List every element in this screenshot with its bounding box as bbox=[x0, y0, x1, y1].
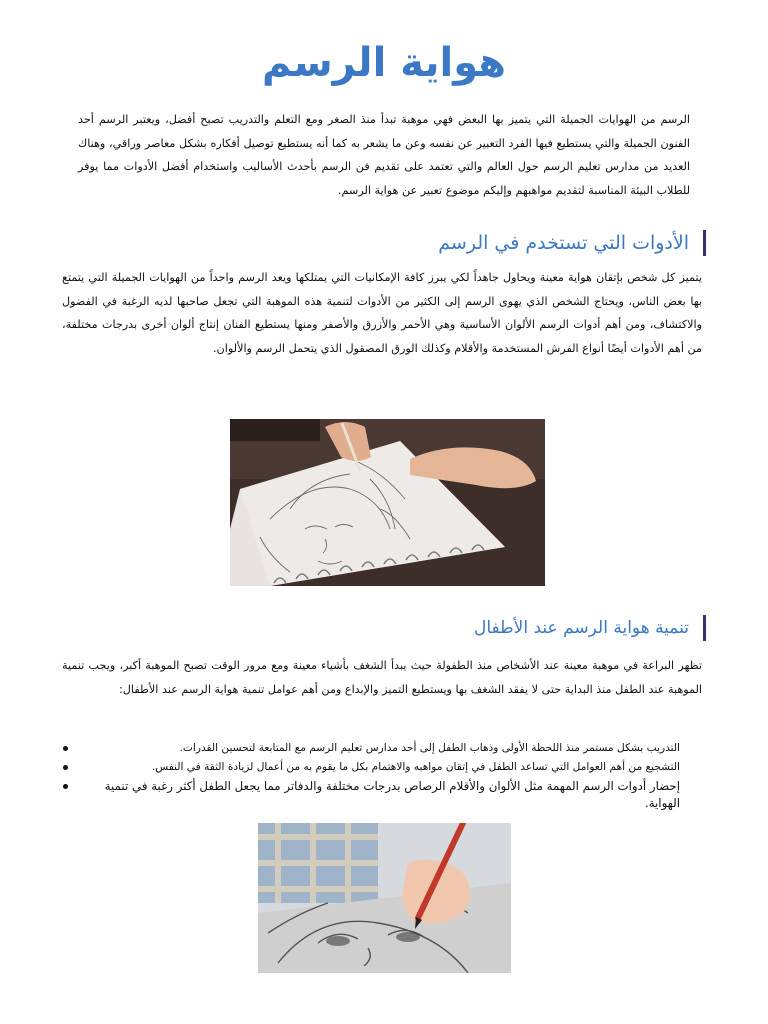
list-item bbox=[80, 759, 680, 776]
child-pencil-drawing-photo bbox=[258, 823, 511, 973]
section-heading-tools: الأدوات التي تستخدم في الرسم bbox=[438, 230, 706, 256]
list-item bbox=[80, 778, 680, 812]
section-heading-children: تنمية هواية الرسم عند الأطفال bbox=[474, 615, 706, 641]
tips-list bbox=[80, 740, 680, 814]
bullet-dot-icon bbox=[63, 765, 68, 770]
bullet-dot-icon bbox=[63, 746, 68, 751]
list-item bbox=[80, 740, 680, 757]
children-paragraph: تظهر البراعة في موهبة معينة عند الأشخاص منذ الطفولة حيث يبدأ الشغف بأشياء معينة ومع مرور الوقت تصبح الموهبة أكبر، ويجب تنمية الموهبة عند الطفل منذ البداية حتى لا يفقد الشغف بها ويستطيع التميز والإبداع ومن أهم عوامل تنمية هواية الرسم عند الأطفال: bbox=[62, 659, 702, 696]
tools-paragraph: يتميز كل شخص بإتقان هواية معينة ويحاول جاهداً لكي يبرز كافة الإمكانيات التي يمتلكها ويعد الرسم واحداً من الهوايات الجميلة التي يتمتع بها بعض الناس، ويحتاج الشخص الذي يهوى الرسم إلى الكثير من الأدوات لتنمية هذه الموهبة التي تجعل صاحبها لديه الرغبة في الفضول والاكتشاف، ومن أهم أدوات الرسم الألوان الأساسية وهي الأحمر والأزرق والأصفر ومنها يستطيع الفنان إنتاج ألوان أخرى بدرجات مختلفة، من أهم الأدوات أيضًا أنواع الفرش المستخدمة والأقلام وكذلك الورق المصقول الذي يتحمل الرسم والألوان. bbox=[62, 271, 702, 355]
list-item-text: التشجيع من أهم العوامل التي تساعد الطفل في إتقان مواهبه والاهتمام بكل ما يقوم به من أعمال لزيادة الثقة في النفس. bbox=[151, 761, 680, 773]
intro-paragraph: الرسم من الهوايات الجميلة التي يتميز بها البعض فهي موهبة تبدأ منذ الصغر ومع التعلم والتدريب تصبح أفضل، ويعتبر الرسم أحد الفنون الجميلة والتي يستطيع فيها الفرد التعبير عن نفسه وعن ما يشعر به كما أنه يستطيع توصيل أفكاره بشكل معاصر وراقي، وهناك العديد من مدارس تعليم الرسم حول العالم والتي تعتمد على تقديم فن الرسم بأحدث الأساليب واستخدام أفضل الأدوات مما يوفر للطلاب البيئة المناسبة لتقديم مواهبهم وإليكم موضوع تعبير عن هواية الرسم. bbox=[78, 113, 690, 197]
page-title: هواية الرسم bbox=[261, 40, 507, 86]
bullet-dot-icon bbox=[63, 784, 68, 789]
list-item-text: التدريب بشكل مستمر منذ اللحظة الأولى وذهاب الطفل إلى أحد مدارس تعليم الرسم مع المتابعة لتحسين القدرات. bbox=[179, 742, 680, 754]
sketchbook-drawing-photo bbox=[230, 419, 545, 586]
list-item-text: إحضار أدوات الرسم المهمة مثل الألوان والأقلام الرصاص بدرجات مختلفة والدفاتر مما يجعل الطفل أكثر رغبة في تنمية الهواية. bbox=[104, 779, 680, 810]
